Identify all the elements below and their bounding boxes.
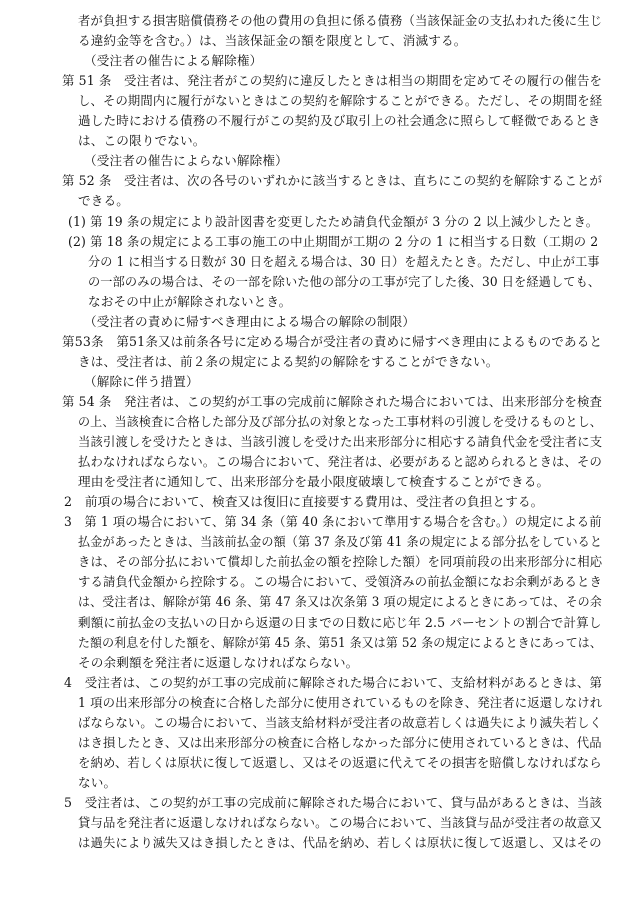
article-heading: （受注者の責めに帰すべき理由による場合の解除の制限）	[84, 313, 416, 329]
list-item: (1) 第 19 条の規定により設計図書を変更したため請負代金額が 3 分の 2 以上減少したとき。	[68, 213, 599, 229]
text-line: 当該引渡しを受けたときは、当該引渡しを受けた出来形部分に相応する請負代金を受注者に支	[78, 434, 603, 450]
text-line: は、この限りでない。	[78, 133, 206, 149]
article-first-line: 第 54 条 発注者は、この契約が工事の完成前に解除された場合においては、出来形部分を検査	[62, 393, 603, 409]
text-line: し、その期間内に履行がないときはこの契約を解除することができる。ただし、その期間を経	[78, 93, 603, 109]
article-first-line: 第53条 第51条又は前条各号に定める場合が受注者の責めに帰すべき理由によるものであると	[62, 333, 603, 349]
paragraph-first-line: 4 受注者は、この契約が工事の完成前に解除された場合において、支給材料があるときは、第	[64, 674, 603, 690]
text-line: はき損したとき、又は出来形部分の検査に合格しなかった部分に使用されているときは、代品	[78, 734, 602, 750]
paragraph-first-line: 2 前項の場合において、検査又は復旧に直接要する費用は、受注者の負担とする。	[64, 494, 544, 510]
text-line: その余剰額を発注者に返還しなければならない。	[78, 654, 359, 670]
article-first-line: 第 52 条 受注者は、次の各号のいずれかに該当するときは、直ちにこの契約を解除することが	[62, 173, 603, 189]
text-line: きは、受注者は、前２条の規定による契約の解除をすることができない。	[78, 353, 499, 369]
text-line: る違約金等を含む。）は、当該保証金の額を限度として、消滅する。	[78, 33, 467, 49]
text-line: ない。	[78, 774, 117, 790]
text-line: 払わなければならない。この場合において、発注者は、必要があると認められるときは、その	[78, 454, 602, 470]
article-heading: （解除に伴う措置）	[84, 373, 199, 389]
text-line: なおその中止が解除されないとき。	[88, 293, 292, 309]
text-line: 貸与品を発注者に返還しなければならない。この場合において、当該貸与品が受注者の故意又	[78, 815, 602, 830]
text-line: 者が負担する損害賠償債務その他の費用の負担に係る債務（当該保証金の支払われた後に生じ	[78, 13, 603, 28]
text-line: の上、当該検査に合格した部分及び部分払の対象となった工事材料の引渡しを受けるものとし、	[78, 414, 602, 429]
text-line: できる。	[78, 193, 129, 209]
text-line: ばならない。この場合において、当該支給材料が受注者の故意若しくは過失により滅失若しく	[78, 714, 602, 730]
text-line: 剰額に前払金の支払いの日から返還の日までの日数に応じ年 2.5 パーセントの割合で計算し	[78, 614, 602, 630]
article-heading: （受注者の催告によらない解除権）	[84, 153, 288, 169]
text-line: の一部のみの場合は、その一部を除いた他の部分の工事が完了した後、30 日を経過しても、	[88, 273, 601, 289]
text-line: た額の利息を付した額を、解除が第 45 条、第51 条又は第 52 条の規定によるときにあっては、	[78, 634, 602, 650]
paragraph-first-line: 5 受注者は、この契約が工事の完成前に解除された場合において、貸与品があるときは、当該	[64, 794, 603, 810]
text-line: する請負代金額から控除する。この場合において、受領済みの前払金額になお余剰があるとき	[78, 574, 602, 590]
text-line: きは、その部分払において償却した前払金の額を控除した額）を同項前段の出来形部分に相応	[78, 554, 603, 570]
text-line: を納め、若しくは原状に復して返還し、又はその返還に代えてその損害を賠償しなければなら	[78, 754, 602, 770]
text-line: 1 項の出来形部分の検査に合格した部分に使用されているものを除き、発注者に返還しなけれ	[78, 694, 603, 710]
article-heading: （受注者の催告による解除権）	[84, 53, 263, 69]
text-line: 理由を受注者に通知して、出来形部分を最小限度破壊して検査することができる。	[78, 474, 550, 490]
text-line: 過した時における債務の不履行がこの契約及び取引上の社会通念に照らして軽微であるとき	[78, 113, 601, 129]
text-line: 分の 1 に相当する日数が 30 日を超える場合は、30 日）を超えたとき。ただし、中止が工事	[88, 253, 600, 269]
paragraph-first-line: 3 第 1 項の場合において、第 34 条（第 40 条において準用する場合を含む。）の規定による前	[64, 514, 602, 530]
text-line: は、受注者は、解除が第 46 条、第 47 条又は次条第 3 項の規定によるときにあっては、その余	[78, 594, 602, 610]
text-line: は過失により滅失又はき損したときは、代品を納め、若しくは原状に復して返還し、又はその	[78, 835, 602, 851]
text-line: 払金があったときは、当該前払金の額（第 37 条及び第 41 条の規定による部分払をしていると	[78, 534, 603, 550]
list-item: (2) 第 18 条の規定による工事の施工の中止期間が工期の 2 分の 1 に相当する日数（工期の 2	[68, 233, 599, 249]
article-first-line: 第 51 条 受注者は、発注者がこの契約に違反したときは相当の期間を定めてその履行の催告を	[62, 73, 603, 89]
